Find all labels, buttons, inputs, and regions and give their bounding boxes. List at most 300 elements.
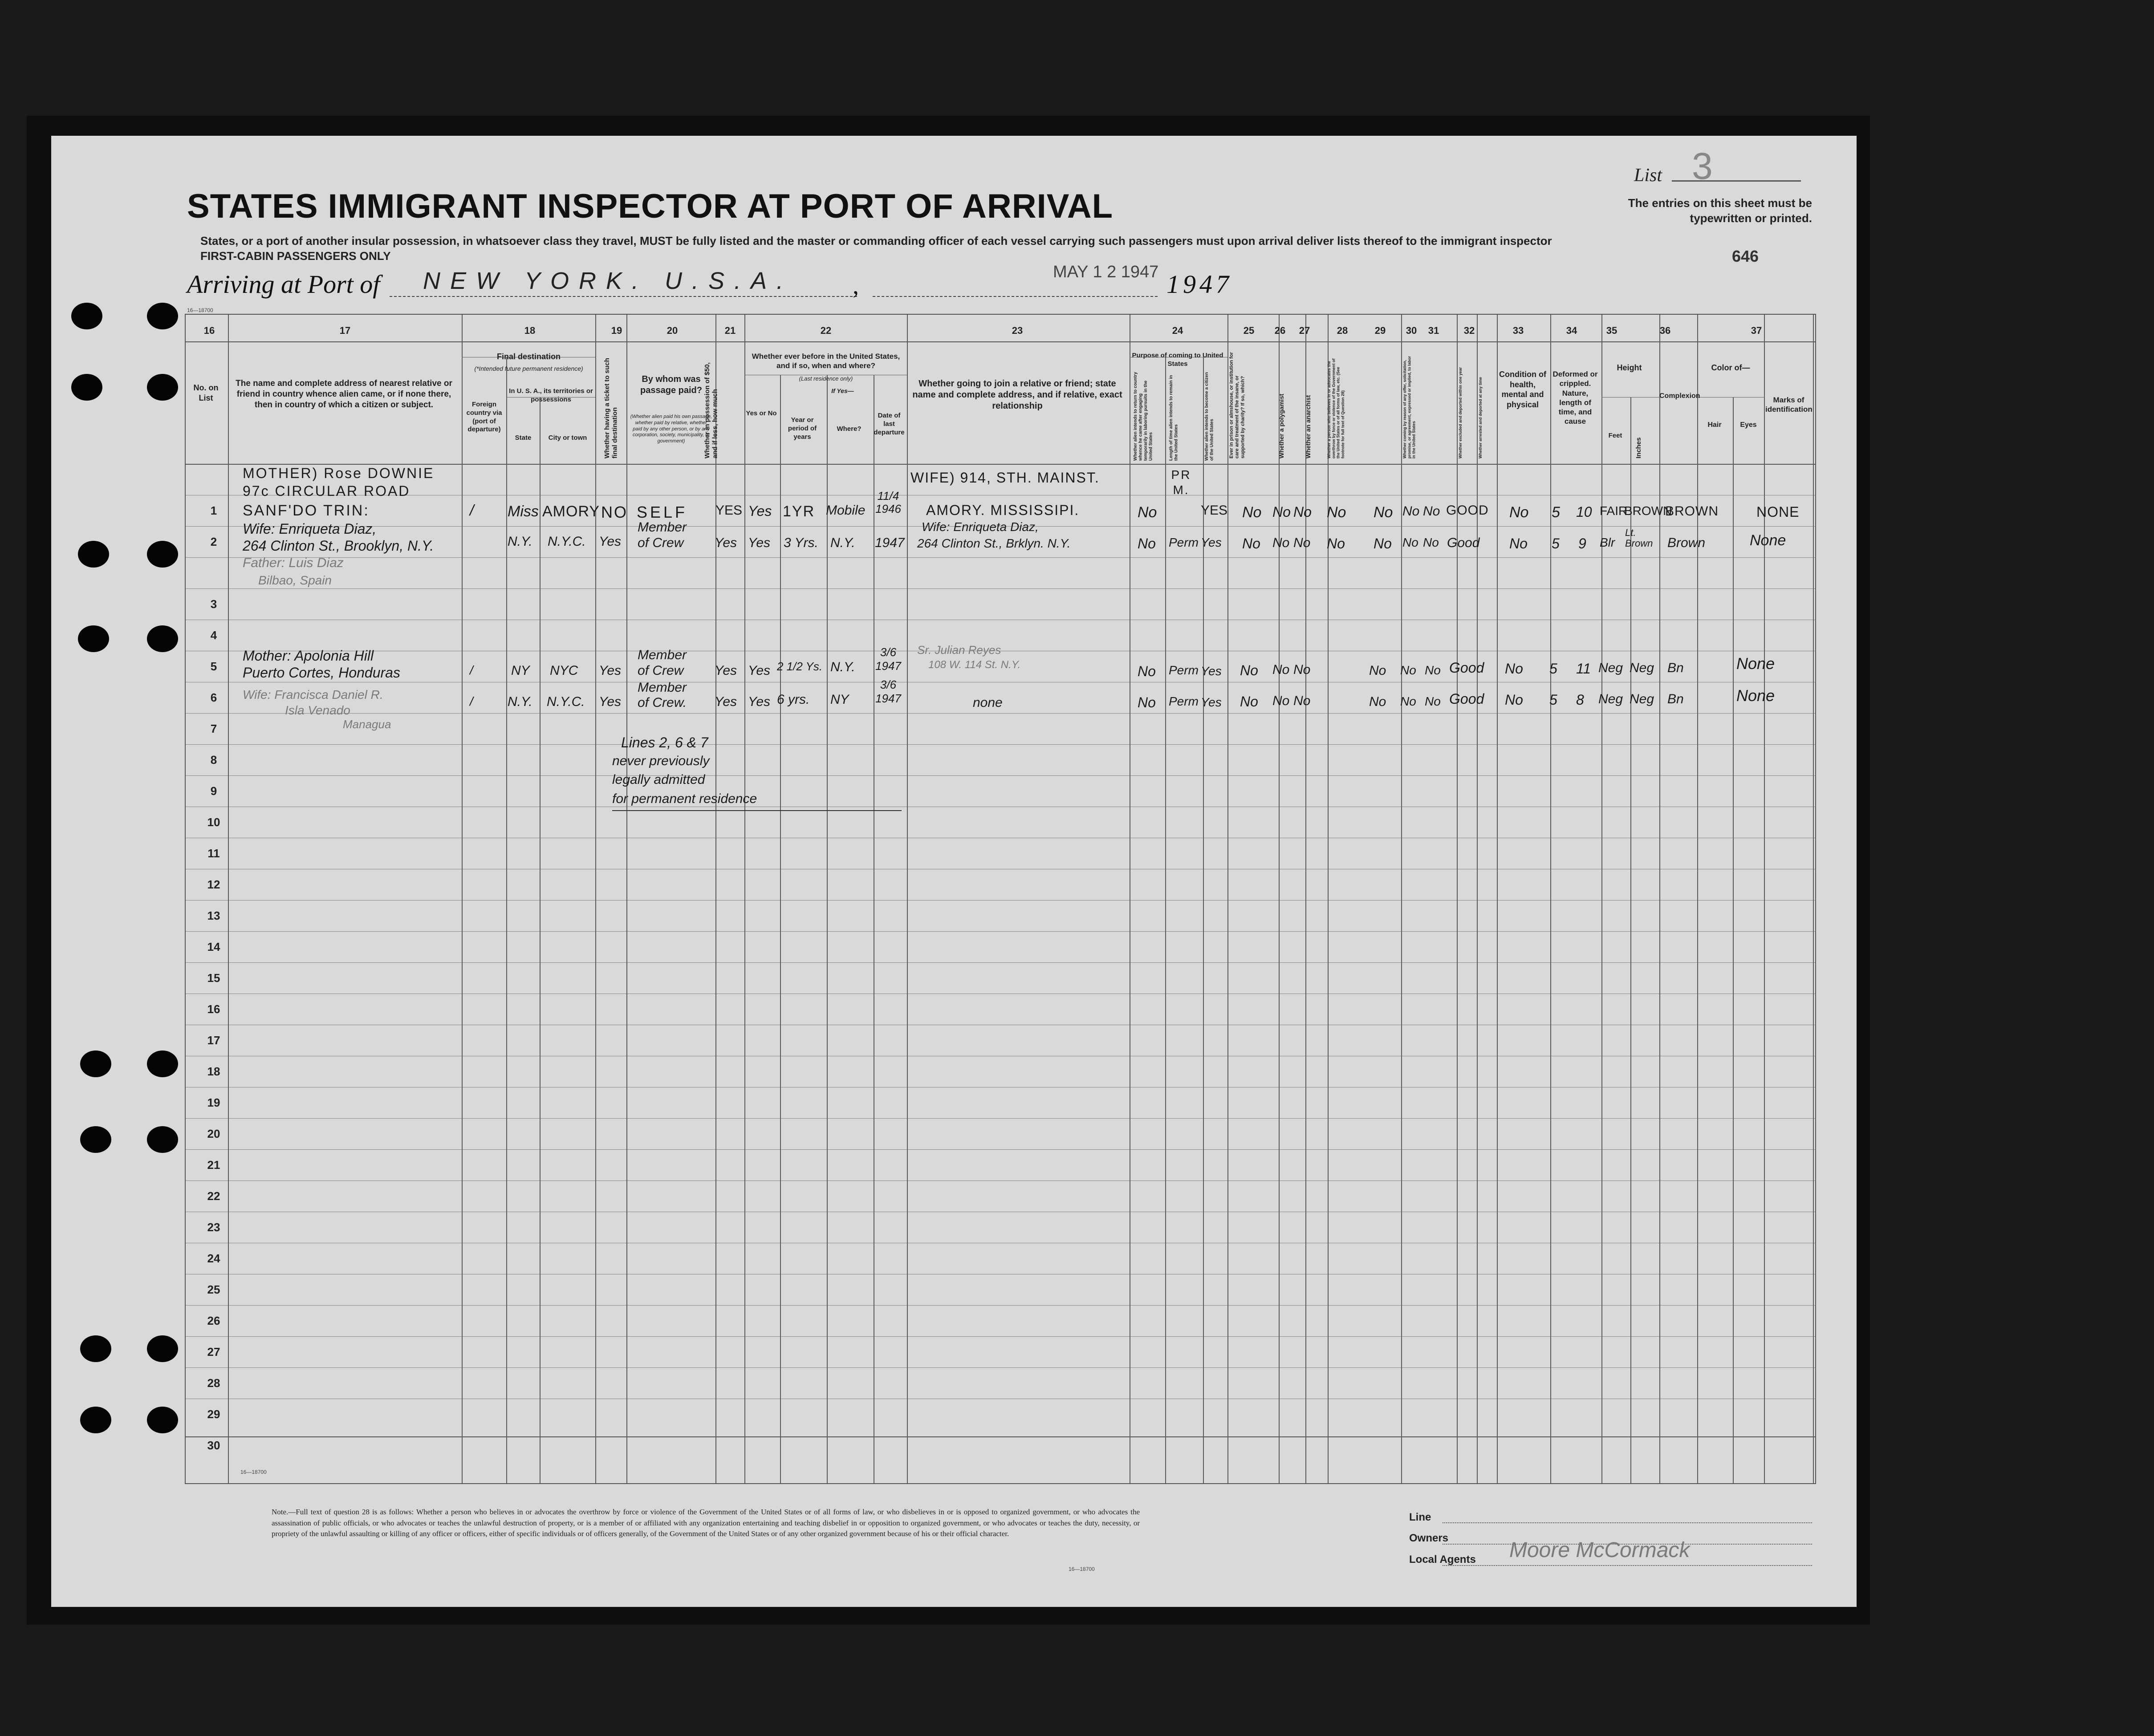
head-anarchist: Whether an anarchist (1305, 395, 1312, 458)
r1-prison: No (1242, 504, 1262, 521)
head-prison: Ever in prison or almshouse, or institution for care and treatment of the insane, or supported by charity? If so, which? (1229, 352, 1246, 458)
annotation-line2: never previously (612, 754, 710, 768)
row-number: 17 (207, 1034, 220, 1047)
col-line (1477, 315, 1478, 1483)
colnum-26: 26 (1274, 325, 1286, 336)
head-citizen-intent: Whether alien intends to become a citizen of the United States (1204, 372, 1215, 461)
row-number: 1 (210, 504, 217, 517)
r6-fifty: Yes (715, 663, 737, 678)
col-line (1697, 315, 1698, 1483)
r2-q28: No (1327, 535, 1345, 552)
colnum-22: 22 (820, 325, 832, 336)
binder-hole (147, 374, 178, 401)
r6-state: NY (511, 663, 530, 678)
r1-marks: NONE (1756, 504, 1800, 520)
colnum-24: 24 (1172, 325, 1183, 336)
r1-length: PR M. (1171, 468, 1191, 497)
r1-join-line1: WIFE) 914, STH. MAINST. (910, 470, 1100, 486)
r1-inches: 10 (1576, 504, 1592, 520)
row-number: 21 (207, 1158, 220, 1172)
row-number: 15 (207, 971, 220, 985)
col-line (1630, 397, 1631, 1483)
manifest-table (185, 314, 1816, 1484)
r7-departure-date: 3/6 1947 (875, 678, 901, 706)
row-line (186, 1118, 1815, 1119)
r6-eyes: Bn (1667, 661, 1684, 675)
r2-deformed: No (1509, 535, 1528, 552)
head-labor-offer: Whether coming by reason of any offer, solicitation, promise, or agreement, expressed or implied, to labor in the United States (1402, 356, 1416, 458)
r6-join-line2: 108 W. 114 St. N.Y. (928, 659, 1021, 671)
subtitle-instructions: States, or a port of another insular possession, in whatsoever class they travel, MUST be fully listed and the master or commanding officer of each vessel carrying such passengers must upon arrival deliver lists thereof to the immigrant inspector (200, 234, 1552, 247)
head-return-intent: Whether alien intends to return to country whence he came after engaging temporarily in laboring pursuits in the United States (1133, 372, 1154, 461)
r1-relative-line2: 97c CIRCULAR ROAD (243, 483, 410, 499)
r6-length: Perm (1169, 663, 1199, 677)
colnum-28: 28 (1337, 325, 1348, 336)
binder-hole (80, 1407, 111, 1433)
r2-paid-line1: Member (638, 520, 687, 535)
r6-prison: No (1240, 662, 1258, 678)
row-number: 7 (210, 722, 217, 735)
r6-city: NYC (550, 663, 578, 678)
r7-citizen: Yes (1201, 695, 1222, 709)
colnum-32: 32 (1463, 325, 1475, 336)
col-line (1813, 315, 1814, 1483)
port-underline (390, 296, 857, 297)
head-state: State (515, 434, 532, 442)
row-number: 3 (210, 597, 217, 611)
colnum-29: 29 (1374, 325, 1386, 336)
r2-prison: No (1242, 535, 1260, 552)
r2-citizen: Yes (1201, 535, 1222, 549)
form-code-bottom: 16—18700 (240, 1469, 267, 1475)
r1-polygamist: No (1272, 504, 1291, 520)
col-line (1764, 315, 1765, 1483)
subtitle-class: FIRST-CABIN PASSENGERS ONLY (200, 249, 391, 263)
row-line (186, 1305, 1815, 1306)
r1-state: Miss (508, 503, 539, 520)
head-ticket: Whether having a ticket to such final destination (603, 358, 619, 458)
r2-length: Perm (1169, 535, 1199, 549)
r6-health: Good (1449, 660, 1484, 676)
row-number: 10 (207, 815, 220, 829)
annotation-line3: legally admitted (612, 772, 705, 787)
head-passage-note: (Whether alien paid his own passage, whether paid by relative, whether paid by any other person, or by any corporation, society, municipality, or government) (630, 414, 712, 444)
row-number: 24 (207, 1252, 220, 1265)
head-inches: Inches (1635, 437, 1642, 458)
r6-ticket: Yes (599, 663, 622, 678)
r7-relative-line2: Isla Venado (285, 703, 350, 717)
binder-hole (71, 374, 102, 401)
r7-return: No (1138, 694, 1156, 710)
arriving-port: NEW YORK. U.S.A. (423, 268, 793, 294)
col-line (907, 315, 908, 1483)
col-line (1165, 357, 1166, 1483)
head-no-on-list: No. on List (193, 383, 219, 402)
head-last-residence: (Last residence only) (799, 375, 853, 382)
r1-anarchist: No (1293, 504, 1312, 520)
col-line (1497, 315, 1498, 1483)
comma: , (853, 272, 859, 300)
r7-arrested: No (1425, 694, 1441, 708)
row-line (186, 1336, 1815, 1337)
r6-labor: No (1400, 663, 1416, 677)
head-q28: Whether a person who believes in or advocates the overthrow by force or violence of the Government of the United States or of all forms of law, etc. (See footnote for full text of Question 28) (1327, 358, 1345, 458)
row-number: 18 (207, 1065, 220, 1078)
r1-period: 1YR (783, 503, 815, 520)
r7-length: Perm (1169, 694, 1199, 708)
binder-hole (80, 1051, 111, 1077)
col-line (780, 375, 781, 1483)
r7-via: / (470, 694, 473, 708)
list-number: 3 (1692, 145, 1713, 187)
colnum-35: 35 (1606, 325, 1618, 336)
r7-hair: Neg (1630, 692, 1654, 706)
r6-polygamist: No (1272, 662, 1290, 677)
row-number: 22 (207, 1189, 220, 1203)
head-in-usa: In U. S. A., its territories or possessions (509, 387, 593, 403)
list-underline (1672, 180, 1801, 182)
r2-health: Good (1447, 535, 1480, 550)
r2-inches: 9 (1578, 535, 1586, 552)
r2-state: N.Y. (508, 534, 532, 549)
page-title: STATES IMMIGRANT INSPECTOR AT PORT OF ARRIVAL (187, 187, 1114, 225)
line-label: Line (1409, 1511, 1431, 1523)
r1-ticket: NO (601, 503, 628, 521)
r7-ticket: Yes (599, 694, 622, 709)
binder-hole (80, 1126, 111, 1153)
r1-eyes: BROWN (1665, 504, 1719, 519)
row-number: 26 (207, 1314, 220, 1327)
row-line (186, 588, 1815, 589)
head-health: Condition of health, mental and physical (1499, 370, 1546, 409)
row-number: 11 (207, 847, 220, 860)
r2-marks: None (1750, 532, 1786, 549)
r6-departure-date: 3/6 1947 (875, 645, 901, 673)
col-line (228, 315, 229, 1483)
r1-relative-line1: MOTHER) Rose DOWNIE (243, 465, 435, 481)
form-code: 16—18700 (187, 307, 213, 313)
r2-join-line1: Wife: Enriqueta Diaz, (922, 520, 1039, 534)
line-field (1443, 1522, 1812, 1523)
r6-anarchist: No (1293, 662, 1311, 677)
col-line (1457, 315, 1458, 1483)
binder-hole (147, 303, 178, 329)
r7-paid-line1: Member (638, 680, 687, 695)
row-number: 8 (210, 753, 217, 767)
binder-hole (147, 1126, 178, 1153)
r7-relative-line3: Managua (343, 718, 391, 731)
col-line (1601, 315, 1602, 1483)
binder-hole (147, 1407, 178, 1433)
r1-excluded: No (1402, 504, 1420, 519)
binder-hole (147, 625, 178, 652)
row-number: 2 (210, 535, 217, 548)
row-line (186, 557, 1815, 558)
head-if-yes: If Yes— (831, 387, 854, 394)
head-deformed: Deformed or crippled. Nature, length of time, and cause (1553, 370, 1598, 426)
r7-join: none (973, 695, 1003, 710)
head-purpose: Purpose of coming to United States (1132, 352, 1223, 368)
head-polygamist: Whether a polygamist (1278, 393, 1285, 458)
head-hair: Hair (1707, 421, 1722, 429)
annotation-underline (612, 810, 902, 811)
row-line (186, 1149, 1815, 1150)
r7-period: 6 yrs. (777, 692, 810, 707)
r1-departure-date: 11/4 1946 (875, 489, 901, 515)
form-code-note: 16—18700 (1069, 1566, 1095, 1572)
r1-before: Yes (748, 503, 772, 519)
r2-relative-line2: 264 Clinton St., Brooklyn, N.Y. (243, 538, 434, 554)
r6-return: No (1138, 663, 1156, 679)
colnum-19: 19 (611, 325, 622, 336)
r7-before: Yes (748, 694, 771, 709)
head-marks: Marks of identification (1765, 396, 1813, 414)
colnum-16: 16 (203, 325, 215, 336)
r2-paid-line2: of Crew (638, 535, 684, 550)
r6-via: / (470, 663, 473, 677)
r1-fifty: YES (715, 503, 743, 518)
head-excluded: Whether excluded and deported within one year (1458, 367, 1463, 458)
sheet-number: 646 (1732, 247, 1759, 265)
row-number: 13 (207, 909, 220, 922)
r6-q28: No (1369, 663, 1386, 678)
head-height: Height (1617, 363, 1642, 372)
r2-excluded: No (1402, 535, 1418, 549)
owners-label: Owners (1409, 1532, 1449, 1544)
row-number: 4 (210, 629, 217, 642)
col-line (1659, 315, 1660, 1483)
r7-health: Good (1449, 691, 1484, 707)
r1-citizen: YES (1201, 503, 1228, 518)
r2-relative-line1: Wife: Enriqueta Diaz, (243, 521, 377, 537)
r6-marks: None (1736, 654, 1775, 673)
row-number: 12 (207, 878, 220, 891)
r6-feet: 5 (1549, 661, 1557, 677)
colnum-33: 33 (1512, 325, 1524, 336)
date-underline (873, 296, 1158, 297)
r2-relative-line3: Father: Luis Diaz (243, 556, 344, 570)
arriving-label: Arriving at Port of (187, 270, 380, 299)
r2-polygamist: No (1272, 535, 1290, 550)
row-line (186, 775, 1815, 776)
col-line (1328, 315, 1329, 1483)
row-line (186, 931, 1815, 932)
col-line (462, 315, 463, 1483)
r6-citizen: Yes (1201, 664, 1222, 678)
r7-deformed: No (1505, 692, 1523, 708)
row-line (186, 1180, 1815, 1181)
binder-hole (78, 541, 109, 568)
r2-departure-date: 1947 (875, 535, 905, 550)
col-line (506, 357, 507, 1483)
r1-arrested: No (1423, 504, 1440, 519)
table-bottom-rule (186, 1436, 1815, 1437)
head-passage-paid: By whom was passage paid? (640, 374, 702, 395)
r1-deformed: No (1509, 504, 1529, 521)
r7-marks: None (1736, 686, 1775, 705)
r2-labor: No (1374, 535, 1392, 552)
r2-hair: Lt. Brown (1625, 527, 1653, 549)
binder-hole (147, 541, 178, 568)
r1-q28: No (1327, 504, 1346, 521)
row-number: 6 (210, 691, 217, 704)
entries-note: The entries on this sheet must be typewritten or printed. (1628, 196, 1812, 225)
r1-hair: BROWN (1624, 504, 1672, 518)
row-line (186, 962, 1815, 963)
arrival-year: 1947 (1166, 270, 1232, 299)
head-complexion: Complexion (1659, 392, 1700, 400)
r7-complexion: Neg (1598, 692, 1623, 706)
r6-period: 2 1/2 Ys. (777, 660, 823, 673)
row-number: 14 (207, 940, 220, 953)
r6-paid-line1: Member (638, 648, 687, 662)
r2-city: N.Y.C. (548, 534, 586, 549)
r7-eyes: Bn (1667, 692, 1684, 706)
head-period-years: Year or period of years (788, 416, 817, 441)
colnum-36: 36 (1659, 325, 1671, 336)
row-number: 23 (207, 1221, 220, 1234)
col-line (715, 315, 716, 1483)
r6-relative-line1: Mother: Apolonia Hill (243, 648, 374, 664)
r2-complexion: Blr (1600, 535, 1615, 549)
head-eyes: Eyes (1740, 421, 1757, 429)
col-line (744, 315, 745, 1483)
r7-city: N.Y.C. (547, 694, 585, 709)
colnum-21: 21 (724, 325, 736, 336)
r7-feet: 5 (1549, 692, 1557, 708)
r2-return: No (1138, 535, 1156, 552)
r1-complexion: FAIR (1600, 504, 1628, 518)
row-number: 19 (207, 1096, 220, 1109)
binder-hole (71, 303, 102, 329)
r2-arrested: No (1423, 535, 1439, 549)
head-yes-no: Yes or No (746, 410, 777, 417)
r2-period: 3 Yrs. (784, 535, 818, 550)
colnum-31: 31 (1428, 325, 1439, 336)
colnum-20: 20 (667, 325, 678, 336)
head-joining: Whether going to join a relative or friend; state name and complete address, and if relative, exact relationship (912, 379, 1122, 411)
r6-hair: Neg (1630, 661, 1654, 675)
header-divider (186, 464, 1815, 465)
col-line (1203, 357, 1204, 1483)
r7-polygamist: No (1272, 694, 1290, 708)
col-line (626, 315, 627, 1483)
head-where: Where? (837, 425, 862, 433)
r1-feet: 5 (1552, 504, 1560, 521)
head-date-departure: Date of last departure (874, 412, 905, 436)
r2-eyes: Brown (1667, 535, 1706, 550)
r2-feet: 5 (1552, 535, 1560, 552)
r2-before: Yes (748, 535, 771, 550)
row-number: 27 (207, 1345, 220, 1359)
col-line (827, 375, 828, 1483)
r7-prison: No (1240, 694, 1258, 710)
question-28-note: Note.—Full text of question 28 is as follows: Whether a person who believes in or advocates the overthrow by force or violence of the Government of the United States or of all forms of law, or who disbelieves in or is opposed to organized government, or who advocates the assassination of public officials, or who advocates or teaches the unlawful destruction of property, or is a member of or affiliated with any organization entertaining and teaching disbelief in or opposition to organized government, or who advocates or teaches the duty, necessity, or propriety of the unlawful assaulting or killing of any officer or officers, either of specific individuals or of officers generally, of the Government of the United States or of any other organized government because of his or their official character. (272, 1508, 1140, 1538)
row-number: 20 (207, 1127, 220, 1140)
r2-join-line2: 264 Clinton St., Brklyn. N.Y. (917, 536, 1071, 550)
row-number: 5 (210, 660, 217, 673)
r6-where: N.Y. (830, 660, 855, 674)
row-number: 16 (207, 1002, 220, 1016)
r1-relative-line3: SANF'DO TRIN: (243, 502, 370, 519)
r7-anarchist: No (1293, 694, 1311, 708)
head-feet: Feet (1608, 432, 1622, 439)
local-agents-label: Local Agents (1409, 1553, 1476, 1566)
r2-relative-line4: Bilbao, Spain (258, 573, 332, 587)
colnum-37: 37 (1751, 325, 1762, 336)
head-arrested: Whether arrested and deported at any time (1478, 377, 1483, 458)
col-line (1305, 315, 1306, 1483)
head-final-note: (*Intended future permanent residence) (474, 365, 583, 372)
r1-health: GOOD (1446, 503, 1489, 518)
r6-join-line1: Sr. Julian Reyes (917, 643, 1001, 657)
col-line (1550, 315, 1551, 1483)
colnum-27: 27 (1299, 325, 1310, 336)
list-label: List (1634, 165, 1662, 186)
row-number: 29 (207, 1407, 220, 1421)
r1-city: AMORY (542, 503, 600, 520)
r7-q28: No (1369, 694, 1386, 709)
date-stamp: MAY 1 2 1947 (1053, 263, 1159, 281)
r7-where: NY (830, 692, 849, 707)
col-line (1401, 315, 1402, 1483)
r7-labor: No (1400, 694, 1416, 708)
r1-via: / (470, 502, 474, 519)
head-city: City or town (548, 434, 587, 442)
head-foreign-via: Foreign country via (port of departure) (466, 401, 502, 434)
row-number: 9 (210, 784, 217, 798)
head-relative: The name and complete address of nearest relative or friend in country whence alien came, or if none there, then in country of which a citizen or subject. (236, 379, 452, 410)
row-number: 28 (207, 1376, 220, 1390)
col-line (1733, 397, 1734, 1483)
row-line (186, 1367, 1815, 1368)
r7-fifty: Yes (715, 694, 737, 709)
r1-where: Mobile (826, 503, 866, 518)
r7-relative-line1: Wife: Francisca Daniel R. (243, 688, 383, 702)
annotation-line1: Lines 2, 6 & 7 (621, 734, 708, 750)
r1-paid-by: SELF (637, 503, 688, 521)
r6-inches: 11 (1576, 661, 1591, 677)
r2-anarchist: No (1293, 535, 1311, 550)
r6-complexion: Neg (1598, 661, 1623, 675)
col-line (1279, 315, 1280, 1483)
col-line (1227, 315, 1228, 1483)
colnum-divider (186, 341, 1815, 342)
row-number: 30 (207, 1439, 220, 1452)
r2-fifty: Yes (715, 535, 737, 550)
colnum-17: 17 (339, 325, 351, 336)
head-length-stay: Length of time alien intends to remain in the United States (1169, 375, 1179, 461)
local-agents-stamp: Moore McCormack (1509, 1538, 1690, 1562)
r6-paid-line2: of Crew (638, 663, 684, 678)
r2-where: N.Y. (830, 535, 855, 550)
row-number: 25 (207, 1283, 220, 1296)
r6-relative-line2: Puerto Cortes, Honduras (243, 665, 400, 681)
binder-hole (147, 1335, 178, 1362)
colnum-18: 18 (524, 325, 536, 336)
local-agents-field (1443, 1565, 1812, 1566)
col-line (595, 315, 596, 1483)
colnum-23: 23 (1012, 325, 1023, 336)
r7-inches: 8 (1576, 692, 1584, 708)
colnum-34: 34 (1566, 325, 1577, 336)
r6-deformed: No (1505, 661, 1523, 677)
head-color-of: Color of— (1711, 363, 1750, 372)
binder-hole (80, 1335, 111, 1362)
colnum-25: 25 (1243, 325, 1255, 336)
row-line (186, 744, 1815, 745)
binder-hole (147, 1051, 178, 1077)
